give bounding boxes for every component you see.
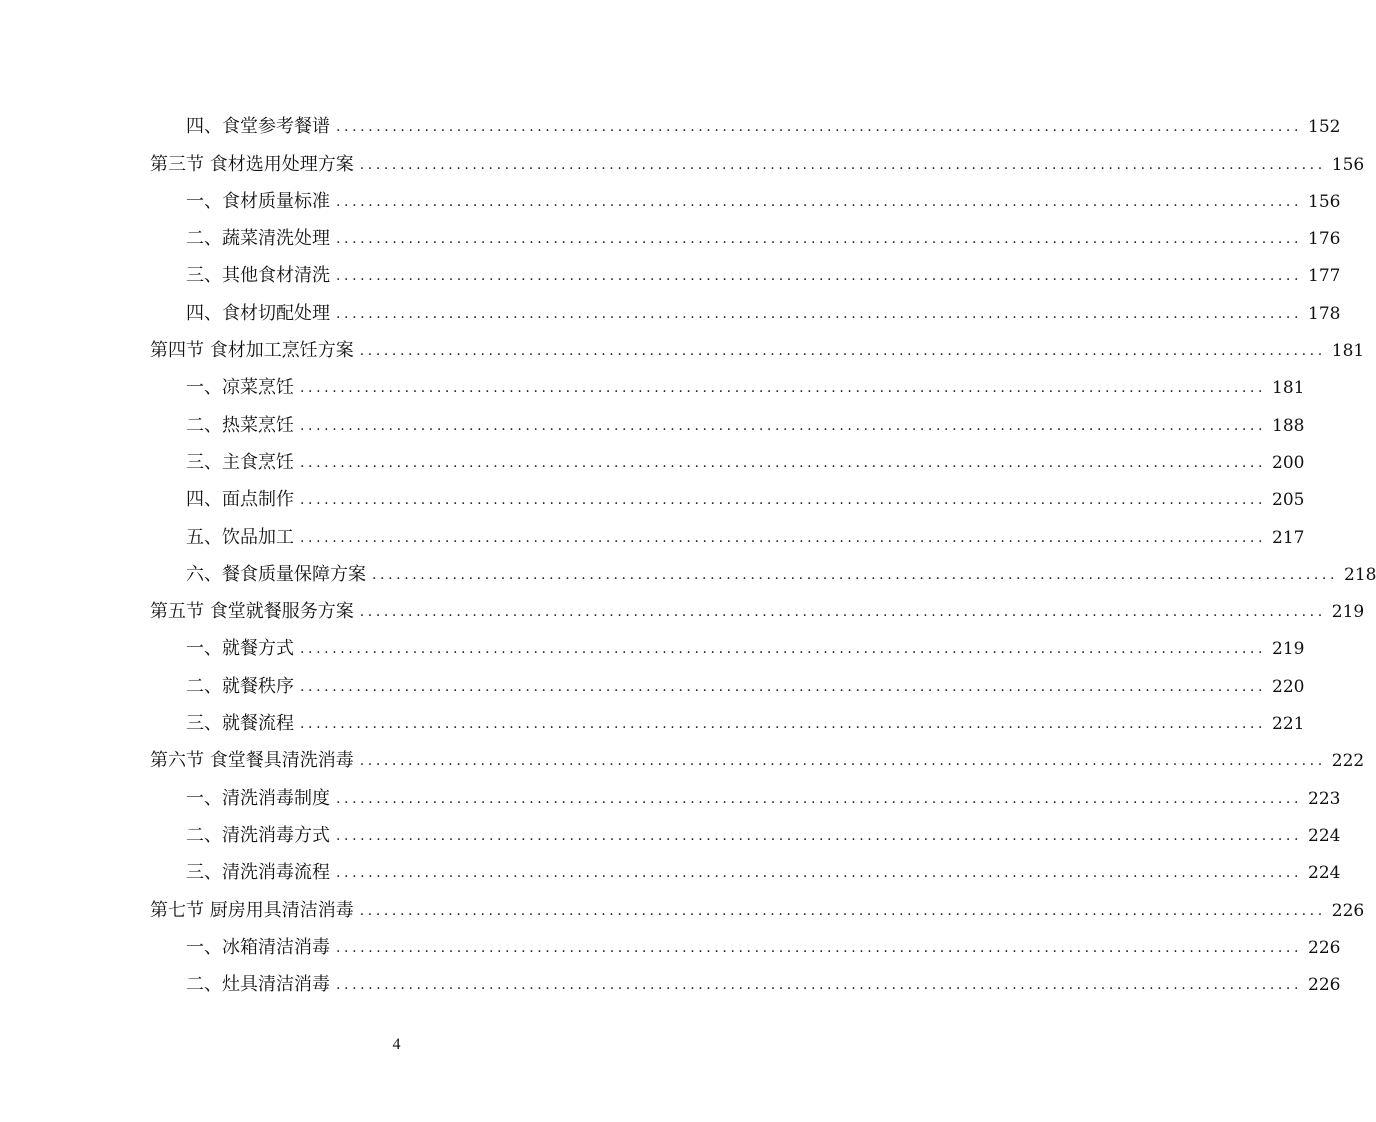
toc-entry-page: 223 xyxy=(1308,788,1341,809)
toc-entry-title: 二、蔬菜清洗处理 xyxy=(186,228,330,250)
toc-entry-title: 四、面点制作 xyxy=(186,489,294,511)
toc-entry-title: 三、清洗消毒流程 xyxy=(186,862,330,884)
toc-entry-title: 一、食材质量标准 xyxy=(186,190,330,212)
toc-subsection-entry xyxy=(150,286,1341,324)
toc-entry-page: 181 xyxy=(1331,341,1365,362)
toc-dot-leader: ........................................................................................................................ xyxy=(359,753,1326,770)
toc-entry-title: 四、食堂参考餐谱 xyxy=(186,116,330,138)
toc-entry-title: 二、热菜烹饪 xyxy=(186,414,294,436)
toc-dot-leader: ........................................................................................................................ xyxy=(336,119,1303,136)
toc-dot-leader: ........................................................................................................................ xyxy=(336,268,1303,285)
toc-entry-page: 219 xyxy=(1272,639,1305,660)
toc-subsection-entry xyxy=(150,249,1341,287)
toc-subsection-entry xyxy=(150,659,1305,697)
toc-dot-leader: ........................................................................................................................ xyxy=(336,939,1303,956)
toc-entry-page: 226 xyxy=(1308,975,1341,996)
toc-dot-leader: ........................................................................................................................ xyxy=(336,231,1303,248)
toc-entry-title: 六、餐食质量保障方案 xyxy=(186,563,366,585)
toc-entry-page: 219 xyxy=(1331,602,1365,623)
toc-entry-title: 二、灶具清洁消毒 xyxy=(186,974,330,996)
toc-section-entry xyxy=(150,585,1365,623)
toc-subsection-entry xyxy=(150,958,1341,996)
toc-entry-title: 第六节 食堂餐具清洗消毒 xyxy=(150,750,354,772)
toc-entry-page: 218 xyxy=(1344,564,1376,585)
toc-subsection-entry xyxy=(150,212,1341,250)
toc-entry-title: 第五节 食堂就餐服务方案 xyxy=(150,601,354,623)
toc-dot-leader: ........................................................................................................................ xyxy=(300,529,1267,546)
toc-entry-page: 178 xyxy=(1308,303,1341,324)
toc-entry-page: 181 xyxy=(1272,378,1305,399)
toc-subsection-entry xyxy=(150,175,1341,212)
toc-subsection-entry xyxy=(150,510,1305,548)
toc-section-entry xyxy=(150,734,1365,772)
toc-entry-title: 二、就餐秩序 xyxy=(186,675,294,697)
toc-entry-title: 三、主食烹饪 xyxy=(186,451,294,473)
toc-dot-leader: ........................................................................................................................ xyxy=(359,902,1326,919)
toc-entry-page: 177 xyxy=(1308,266,1341,287)
toc-dot-leader: ........................................................................................................................ xyxy=(372,566,1339,583)
toc-dot-leader: ........................................................................................................................ xyxy=(336,305,1303,322)
toc-dot-leader: ........................................................................................................................ xyxy=(359,343,1326,360)
toc-dot-leader: ........................................................................................................................ xyxy=(336,193,1303,210)
toc-subsection-entry xyxy=(150,622,1305,660)
toc-subsection-entry xyxy=(150,361,1305,399)
toc-entry-page: 221 xyxy=(1272,714,1305,735)
toc-entry-title: 三、就餐流程 xyxy=(186,713,294,735)
toc-dot-leader: ........................................................................................................................ xyxy=(300,641,1267,658)
toc-subsection-entry xyxy=(150,771,1341,809)
toc-entry-page: 156 xyxy=(1308,191,1341,212)
toc-dot-leader: ........................................................................................................................ xyxy=(300,454,1267,471)
toc-entry-title: 一、清洗消毒制度 xyxy=(186,787,330,809)
toc-entry-page: 224 xyxy=(1308,863,1341,884)
toc-entry-title: 第三节 食材选用处理方案 xyxy=(150,153,354,175)
toc-entry-title: 一、凉菜烹饪 xyxy=(186,377,294,399)
toc-subsection-entry xyxy=(150,548,1376,585)
toc-entry-title: 一、就餐方式 xyxy=(186,638,294,660)
toc-subsection-entry xyxy=(150,809,1341,846)
toc-entry-title: 三、其他食材清洗 xyxy=(186,265,330,287)
toc-subsection-entry xyxy=(150,398,1305,436)
toc-entry-title: 二、清洗消毒方式 xyxy=(186,824,330,846)
table-of-contents xyxy=(150,100,1376,996)
toc-entry-page: 205 xyxy=(1272,490,1305,511)
toc-subsection-entry xyxy=(150,473,1305,511)
toc-subsection-entry xyxy=(150,436,1305,473)
toc-entry-page: 217 xyxy=(1272,527,1305,548)
toc-dot-leader: ........................................................................................................................ xyxy=(300,716,1267,733)
toc-entry-page: 188 xyxy=(1272,415,1305,436)
toc-subsection-entry xyxy=(150,846,1341,884)
toc-dot-leader: ........................................................................................................................ xyxy=(300,678,1267,695)
toc-subsection-entry xyxy=(150,921,1341,958)
toc-dot-leader: ........................................................................................................................ xyxy=(359,156,1326,173)
toc-entry-page: 226 xyxy=(1331,900,1365,921)
toc-entry-page: 226 xyxy=(1308,937,1341,958)
toc-dot-leader: ........................................................................................................................ xyxy=(300,380,1267,397)
toc-dot-leader: ........................................................................................................................ xyxy=(359,604,1326,621)
toc-entry-title: 第七节 厨房用具清洁消毒 xyxy=(150,899,354,921)
toc-entry-page: 152 xyxy=(1308,117,1341,138)
toc-dot-leader: ........................................................................................................................ xyxy=(300,417,1267,434)
toc-entry-page: 224 xyxy=(1308,825,1341,846)
toc-section-entry xyxy=(150,137,1365,175)
toc-dot-leader: ........................................................................................................................ xyxy=(336,865,1303,882)
toc-entry-page: 200 xyxy=(1272,452,1305,473)
toc-subsection-entry xyxy=(150,697,1305,735)
toc-entry-page: 220 xyxy=(1272,676,1305,697)
toc-subsection-entry xyxy=(150,100,1341,138)
toc-dot-leader: ........................................................................................................................ xyxy=(336,790,1303,807)
toc-section-entry xyxy=(150,324,1365,362)
toc-entry-title: 第四节 食材加工烹饪方案 xyxy=(150,340,354,362)
toc-dot-leader: ........................................................................................................................ xyxy=(336,827,1303,844)
page-number: 4 xyxy=(392,1036,401,1053)
toc-entry-page: 156 xyxy=(1331,154,1365,175)
toc-entry-title: 一、冰箱清洁消毒 xyxy=(186,936,330,958)
toc-section-entry xyxy=(150,883,1365,921)
toc-entry-page: 176 xyxy=(1308,229,1341,250)
toc-entry-title: 五、饮品加工 xyxy=(186,526,294,548)
toc-entry-page: 222 xyxy=(1331,751,1365,772)
toc-dot-leader: ........................................................................................................................ xyxy=(336,977,1303,994)
toc-dot-leader: ........................................................................................................................ xyxy=(300,492,1267,509)
toc-entry-title: 四、食材切配处理 xyxy=(186,302,330,324)
